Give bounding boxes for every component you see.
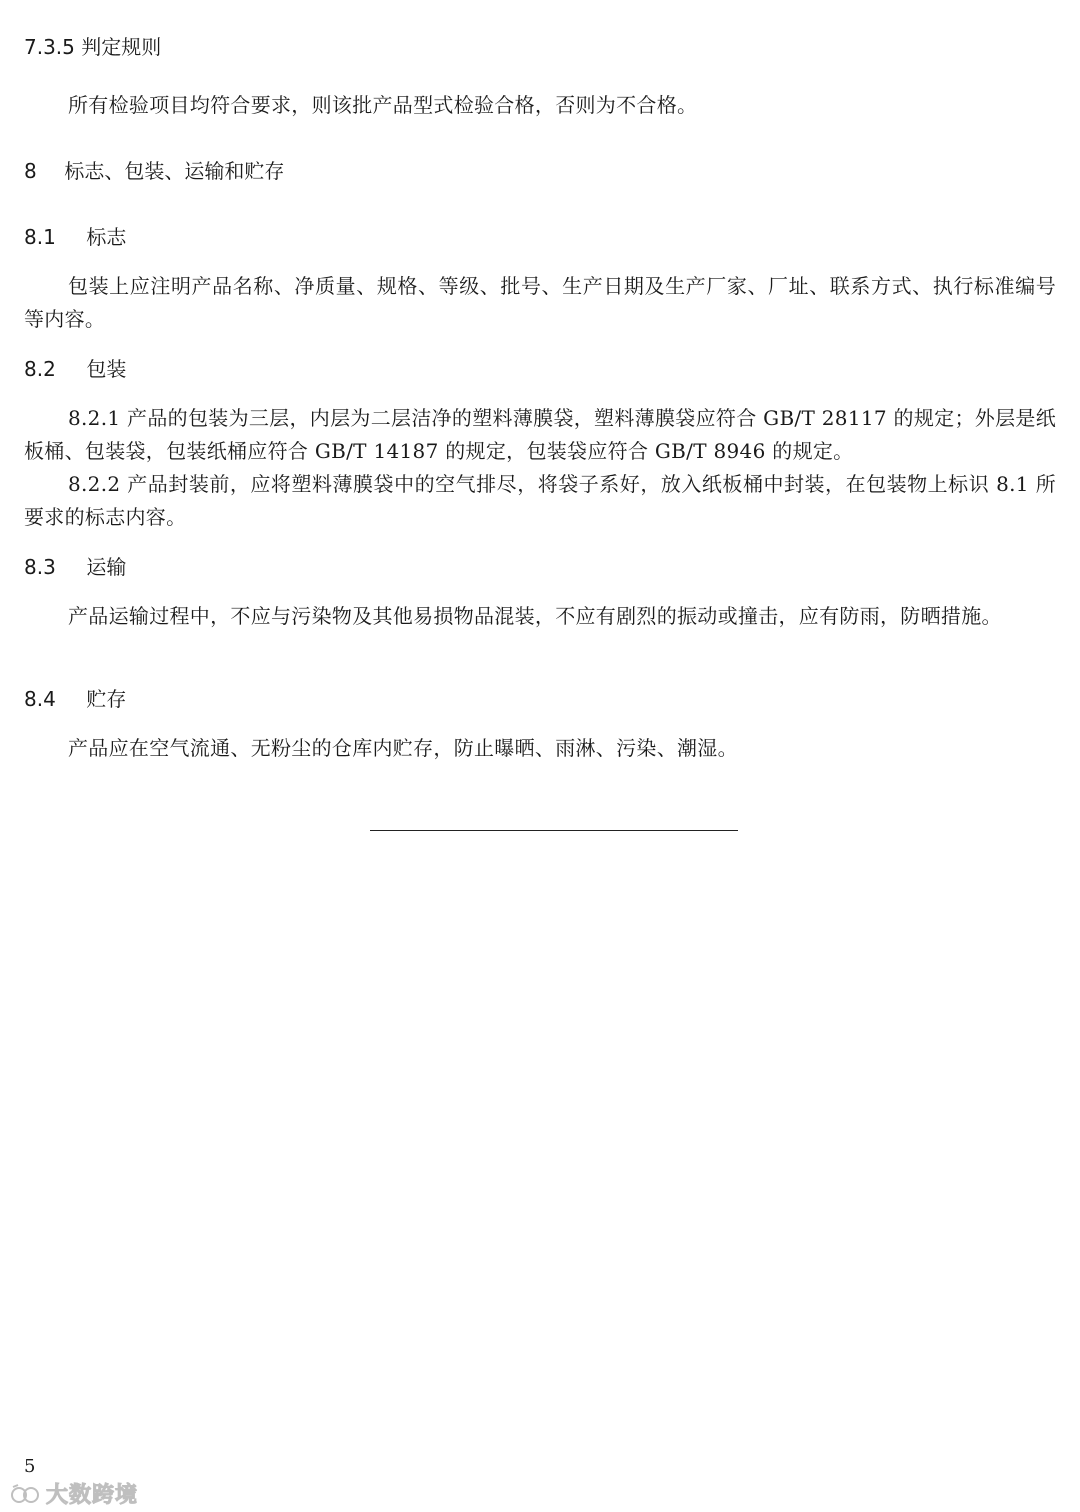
section-title: 包装 [86,357,127,381]
section-number: 7.3.5 [24,35,75,59]
paragraph-packaging-8-2-1: 8.2.1 产品的包装为三层，内层为二层洁净的塑料薄膜袋，塑料薄膜袋应符合 GB/T 28117 的规定；外层是纸板桶、包装袋，包装纸桶应符合 GB/T 14187 的规定，包装袋应符合 GB/T 8946 的规定。 [24,406,1056,463]
section-number: 8.1 [24,225,56,249]
end-of-document-rule [370,830,738,831]
section-number: 8 [24,159,37,183]
heading-8-2 [24,354,126,384]
section-number: 8.4 [24,687,56,711]
watermark-logo-icon [10,1483,40,1505]
section-title: 运输 [86,555,127,579]
heading-8-1 [24,222,126,252]
section-title: 标志、包装、运输和贮存 [64,159,285,183]
section-title: 贮存 [86,687,127,711]
paragraph-packaging-8-2-2: 8.2.2 产品封装前，应将塑料薄膜袋中的空气排尽，将袋子系好，放入纸板桶中封装，在包装物上标识 8.1 所要求的标志内容。 [24,472,1056,529]
page-number: 5 [24,1456,36,1477]
section-title: 判定规则 [81,35,162,59]
heading-8 [24,156,284,186]
paragraph-marking: 包装上应注明产品名称、净质量、规格、等级、批号、生产日期及生产厂家、厂址、联系方式、执行标准编号等内容。 [24,274,1056,331]
watermark [10,1478,138,1509]
watermark-text: 大数跨境 [46,1483,139,1508]
paragraph-judgement-rule: 所有检验项目均符合要求，则该批产品型式检验合格，否则为不合格。 [68,93,698,117]
heading-7-3-5 [24,32,161,62]
section-title: 标志 [86,225,127,249]
section-number: 8.2 [24,357,56,381]
heading-8-4 [24,684,126,714]
section-number: 8.3 [24,555,56,579]
paragraph-storage: 产品应在空气流通、无粉尘的仓库内贮存，防止曝晒、雨淋、污染、潮湿。 [68,736,738,760]
heading-8-3 [24,552,126,582]
paragraph-transport: 产品运输过程中，不应与污染物及其他易损物品混装，不应有剧烈的振动或撞击，应有防雨，防晒措施。 [68,604,1002,628]
